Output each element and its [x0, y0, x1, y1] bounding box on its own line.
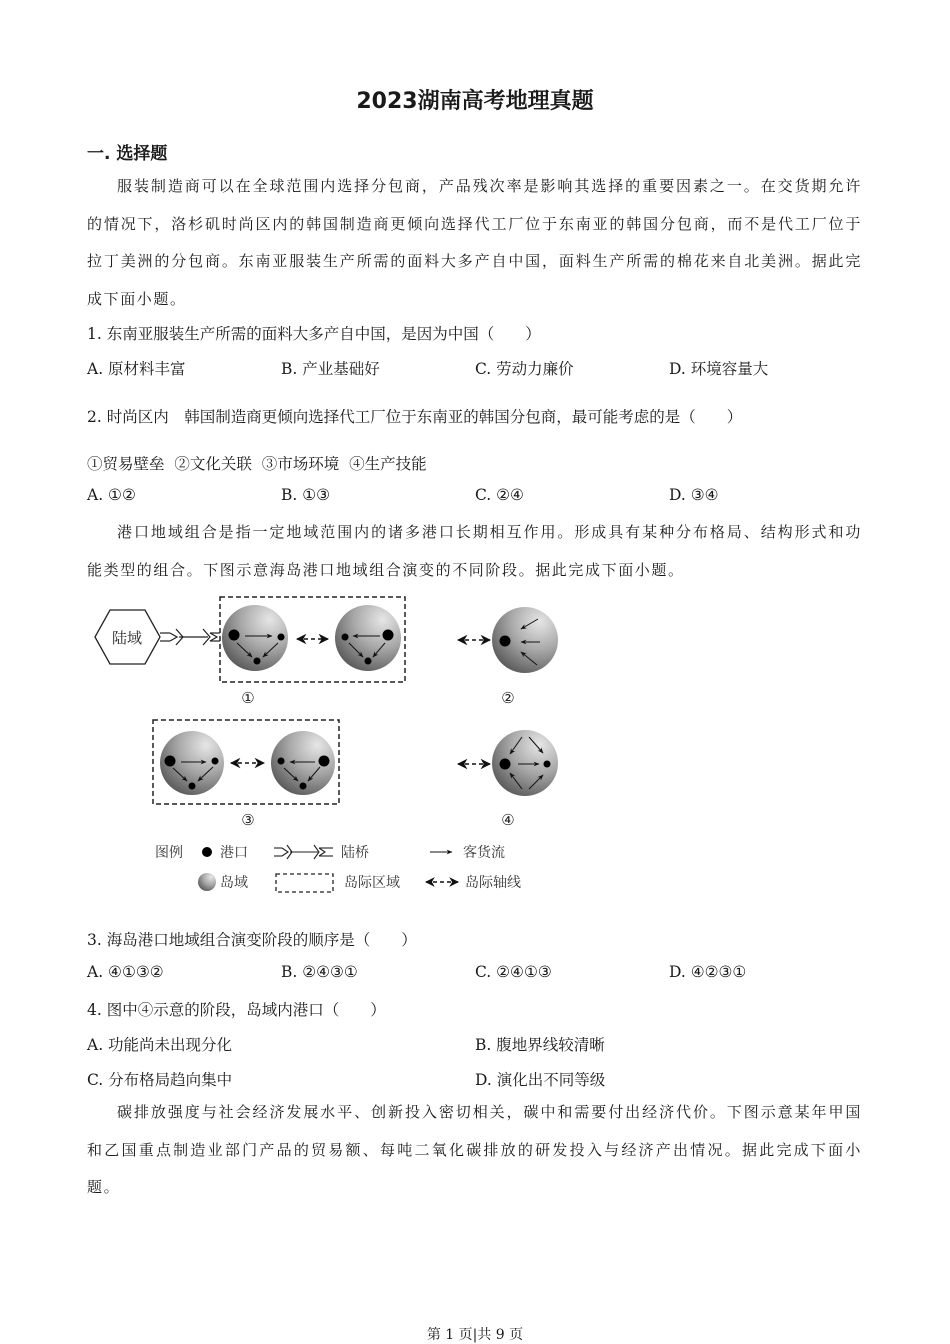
legend-island-label: 岛域	[220, 875, 248, 891]
legend-land-bridge-icon	[274, 845, 333, 859]
q1-option-c: C. 劳动力廉价	[475, 360, 574, 378]
legend-region-label: 岛际区域	[344, 875, 400, 891]
question-2-stem: 2. 时尚区内 韩国制造商更倾向选择代工厂位于东南亚的韩国分包商，最可能考虑的是（ ）	[87, 408, 743, 426]
q1-option-b: B. 产业基础好	[281, 360, 380, 378]
passage-3: 碳排放强度与社会经济发展水平、创新投入密切相关，碳中和需要付出经济代价。下图示意某年甲国和乙国重点制造业部门产品的贸易额、每吨二氧化碳排放的研发投入与经济产出情况。据此完成下面小题。	[87, 1103, 862, 1196]
legend-island-icon	[198, 873, 216, 891]
port-evolution-figure	[0, 590, 950, 900]
page-footer: 第 1 页|共 9 页	[426, 1327, 524, 1343]
q2-option-a: A. ①②	[87, 486, 136, 504]
legend-axis-label: 岛际轴线	[465, 875, 521, 891]
q4-option-d: D. 演化出不同等级	[475, 1071, 606, 1089]
legend-port-label: 港口	[220, 845, 248, 861]
q3-option-b: B. ②④③①	[281, 963, 358, 981]
legend-land-bridge-label: 陆桥	[341, 845, 369, 861]
legend-region-icon	[276, 874, 333, 892]
stage-4-diagram	[458, 730, 558, 829]
stage-3-label: ③	[241, 811, 255, 829]
q4-option-c: C. 分布格局趋向集中	[87, 1071, 233, 1089]
q2-option-c: C. ②④	[475, 486, 524, 504]
land-bridge-icon	[160, 629, 220, 645]
q1-option-d: D. 环境容量大	[669, 360, 769, 378]
stage-4-label: ④	[501, 811, 515, 829]
legend-port-icon	[202, 847, 212, 857]
section-title: 一. 选择题	[87, 144, 168, 164]
page-title: 2023湖南高考地理真题	[356, 89, 594, 114]
passage-1: 服装制造商可以在全球范围内选择分包商，产品残次率是影响其选择的重要因素之一。在交货期允许的情况下，洛杉矶时尚区内的韩国制造商更倾向选择代工厂位于东南亚的韩国分包商，而不是代工厂位于拉丁美洲的分包商。东南亚服装生产所需的面料大多产自中国，面料生产所需的棉花来自北美洲。据此完成下面小题。	[87, 177, 862, 308]
land-label: 陆域	[111, 629, 143, 647]
stage-2-label: ②	[501, 689, 515, 707]
stage-1-diagram	[220, 597, 405, 707]
stage-3-diagram	[153, 720, 339, 829]
q4-option-a: A. 功能尚未出现分化	[87, 1036, 233, 1054]
legend-flow-label: 客货流	[463, 845, 505, 861]
q2-option-b: B. ①③	[281, 486, 331, 504]
legend-title: 图例	[155, 845, 183, 861]
q4-option-b: B. 腹地界线较清晰	[475, 1036, 605, 1054]
question-2-items: ①贸易壁垒 ②文化关联 ③市场环境 ④生产技能	[87, 455, 427, 473]
question-3-stem: 3. 海岛港口地域组合演变阶段的顺序是（ ）	[87, 931, 417, 949]
question-1-stem: 1. 东南亚服装生产所需的面料大多产自中国，是因为中国（ ）	[87, 325, 541, 343]
q3-option-a: A. ④①③②	[87, 963, 164, 981]
question-4-stem: 4. 图中④示意的阶段，岛域内港口（ ）	[87, 1001, 386, 1019]
stage-2-diagram	[458, 607, 558, 707]
figure-legend	[155, 844, 521, 892]
passage-2: 港口地域组合是指一定地域范围内的诸多港口长期相互作用。形成具有某种分布格局、结构形式和功能类型的组合。下图示意海岛港口地域组合演变的不同阶段。据此完成下面小题。	[87, 523, 862, 579]
q2-option-d: D. ③④	[669, 486, 719, 504]
stage-1-label: ①	[241, 689, 255, 707]
q3-option-c: C. ②④①③	[475, 963, 552, 981]
q1-option-a: A. 原材料丰富	[87, 360, 186, 378]
q3-option-d: D. ④②③①	[669, 963, 747, 981]
land-area-hexagon	[95, 610, 160, 664]
